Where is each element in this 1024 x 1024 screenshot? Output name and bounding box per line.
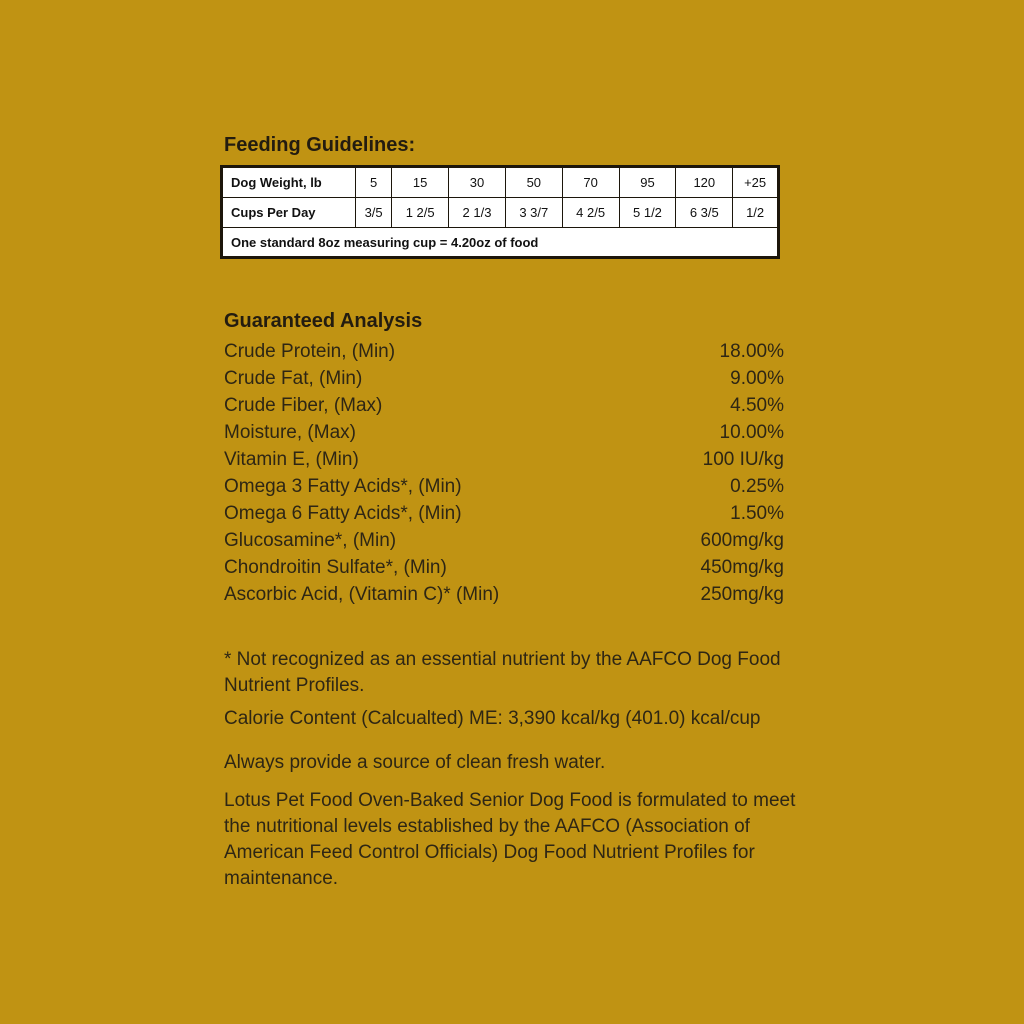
analysis-value: 250mg/kg (700, 584, 784, 605)
weight-cell: 120 (676, 167, 733, 198)
aafco-footnote: * Not recognized as an essential nutrient by the AAFCO Dog Food Nutrient Profiles. (224, 649, 781, 696)
guaranteed-analysis-title: Guaranteed Analysis (224, 310, 423, 332)
weight-row (222, 167, 779, 198)
analysis-value: 18.00% (719, 341, 784, 362)
cups-cell: 1/2 (733, 198, 779, 228)
water-note: Always provide a source of clean fresh water. (224, 752, 606, 773)
analysis-value: 600mg/kg (700, 530, 784, 551)
analysis-row (224, 581, 784, 608)
analysis-row (224, 473, 784, 500)
analysis-label: Omega 3 Fatty Acids*, (Min) (224, 476, 462, 497)
analysis-value: 10.00% (719, 422, 784, 443)
analysis-label: Omega 6 Fatty Acids*, (Min) (224, 503, 462, 524)
analysis-value: 1.50% (730, 503, 784, 524)
feeding-guidelines-title: Feeding Guidelines: (224, 134, 416, 156)
weight-cell: 50 (505, 167, 562, 198)
cups-row (222, 198, 779, 228)
cups-row-label: Cups Per Day (222, 198, 356, 228)
analysis-label: Ascorbic Acid, (Vitamin C)* (Min) (224, 584, 500, 605)
analysis-row (224, 392, 784, 419)
cups-cell: 1 2/5 (392, 198, 449, 228)
analysis-label: Crude Protein, (Min) (224, 341, 396, 362)
cups-cell: 3 3/7 (505, 198, 562, 228)
weight-cell: 15 (392, 167, 449, 198)
analysis-row (224, 500, 784, 527)
cups-cell: 3/5 (356, 198, 392, 228)
weight-row-label: Dog Weight, lb (222, 167, 356, 198)
analysis-value: 0.25% (730, 476, 784, 497)
note-row (222, 228, 779, 258)
cups-cell: 2 1/3 (449, 198, 506, 228)
feeding-table (220, 165, 780, 259)
analysis-row (224, 446, 784, 473)
analysis-row (224, 419, 784, 446)
analysis-value: 450mg/kg (700, 557, 784, 578)
analysis-label: Crude Fat, (Min) (224, 368, 363, 389)
analysis-label: Vitamin E, (Min) (224, 449, 359, 470)
weight-cell: +25 (733, 167, 779, 198)
analysis-label: Chondroitin Sulfate*, (Min) (224, 557, 447, 578)
analysis-row (224, 527, 784, 554)
weight-cell: 95 (619, 167, 676, 198)
analysis-value: 9.00% (730, 368, 784, 389)
measuring-cup-note: One standard 8oz measuring cup = 4.20oz of food (222, 228, 779, 258)
analysis-row (224, 554, 784, 581)
analysis-value: 4.50% (730, 395, 784, 416)
weight-cell: 30 (449, 167, 506, 198)
formulation-statement: Lotus Pet Food Oven-Baked Senior Dog Food is formulated to meet the nutritional levels established by the AAFCO (Association of American Feed Control Officials) Dog Food Nutrient Profiles for maintenance. (224, 790, 796, 889)
guaranteed-analysis-list (224, 338, 784, 608)
analysis-label: Glucosamine*, (Min) (224, 530, 397, 551)
cups-cell: 4 2/5 (562, 198, 619, 228)
calorie-content: Calorie Content (Calcualted) ME: 3,390 kcal/kg (401.0) kcal/cup (224, 708, 761, 729)
analysis-label: Moisture, (Max) (224, 422, 356, 443)
weight-cell: 70 (562, 167, 619, 198)
weight-cell: 5 (356, 167, 392, 198)
cups-cell: 6 3/5 (676, 198, 733, 228)
cups-cell: 5 1/2 (619, 198, 676, 228)
analysis-label: Crude Fiber, (Max) (224, 395, 383, 416)
analysis-row (224, 365, 784, 392)
analysis-row (224, 338, 784, 365)
analysis-value: 100 IU/kg (702, 449, 784, 470)
